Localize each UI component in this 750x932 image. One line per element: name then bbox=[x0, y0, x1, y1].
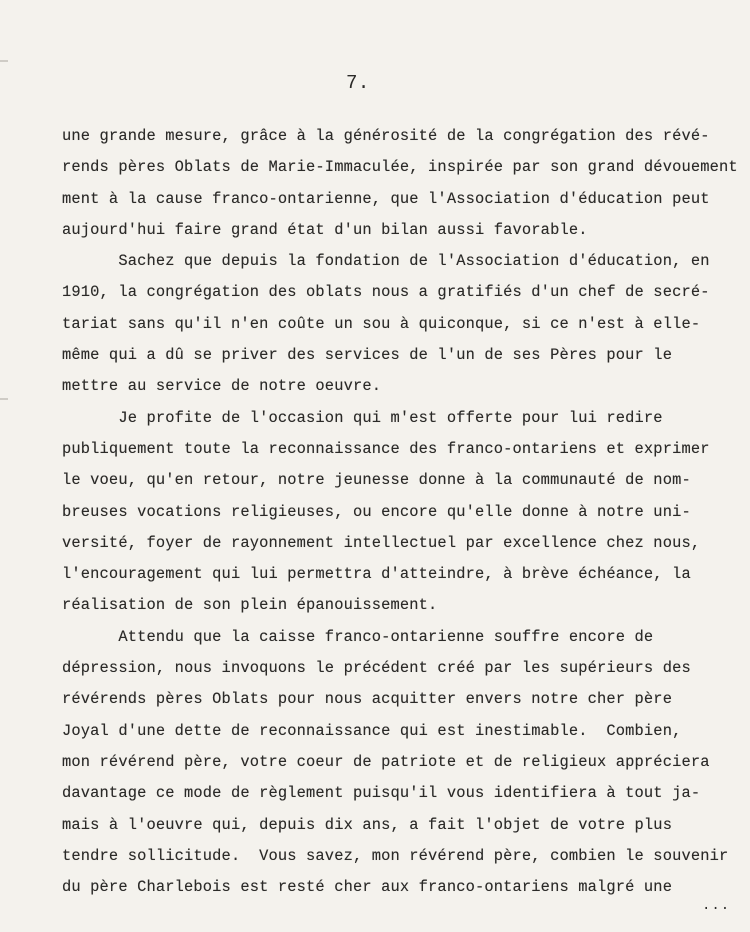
text-line: le voeu, qu'en retour, notre jeunesse donne à la communauté de nom- bbox=[62, 471, 691, 490]
text-line: 1910, la congrégation des oblats nous a gratifiés d'un chef de secré- bbox=[62, 283, 710, 302]
text-line: aujourd'hui faire grand état d'un bilan aussi favorable. bbox=[62, 220, 588, 239]
text-line: ment à la cause franco-ontarienne, que l'Association d'éducation peut bbox=[62, 189, 710, 208]
text-line: tendre sollicitude. Vous savez, mon révérend père, combien le souvenir bbox=[62, 846, 729, 865]
text-line: breuses vocations religieuses, ou encore qu'elle donne à notre uni- bbox=[62, 502, 691, 521]
text-line: Je profite de l'occasion qui m'est offerte pour lui redire bbox=[62, 408, 663, 427]
page-number: 7. bbox=[346, 72, 370, 94]
text-line: davantage ce mode de règlement puisqu'il vous identifiera à tout ja- bbox=[62, 784, 701, 803]
page-edge-mark bbox=[0, 398, 8, 400]
text-line: versité, foyer de rayonnement intellectuel par excellence chez nous, bbox=[62, 533, 701, 552]
page-edge-mark bbox=[0, 60, 8, 62]
text-line: une grande mesure, grâce à la générosité de la congrégation des révé- bbox=[62, 127, 710, 145]
text-line: dépression, nous invoquons le précédent créé par les supérieurs des bbox=[62, 659, 691, 678]
body-text bbox=[62, 121, 742, 903]
text-line: Joyal d'une dette de reconnaissance qui est inestimable. Combien, bbox=[62, 721, 682, 740]
text-line: publiquement toute la reconnaissance des franco-ontariens et exprimer bbox=[62, 439, 710, 458]
continuation-marker: ... bbox=[702, 898, 731, 914]
text-line: révérends pères Oblats pour nous acquitter envers notre cher père bbox=[62, 690, 673, 709]
text-line: réalisation de son plein épanouissement. bbox=[62, 596, 438, 615]
text-line: l'encouragement qui lui permettra d'atteindre, à brève échéance, la bbox=[62, 565, 691, 584]
text-line: du père Charlebois est resté cher aux franco-ontariens malgré une bbox=[62, 878, 673, 897]
text-line: tariat sans qu'il n'en coûte un sou à quiconque, si ce n'est à elle- bbox=[62, 314, 701, 333]
text-line: mettre au service de notre oeuvre. bbox=[62, 377, 382, 396]
text-line: même qui a dû se priver des services de l'un de ses Pères pour le bbox=[62, 346, 673, 365]
text-line: Attendu que la caisse franco-ontarienne souffre encore de bbox=[62, 627, 654, 646]
text-line: mais à l'oeuvre qui, depuis dix ans, a fait l'objet de votre plus bbox=[62, 815, 673, 834]
text-line: rends pères Oblats de Marie-Immaculée, inspirée par son grand dévouement bbox=[62, 158, 738, 177]
text-line: mon révérend père, votre coeur de patriote et de religieux appréciera bbox=[62, 752, 710, 771]
text-line: Sachez que depuis la fondation de l'Association d'éducation, en bbox=[62, 252, 710, 271]
